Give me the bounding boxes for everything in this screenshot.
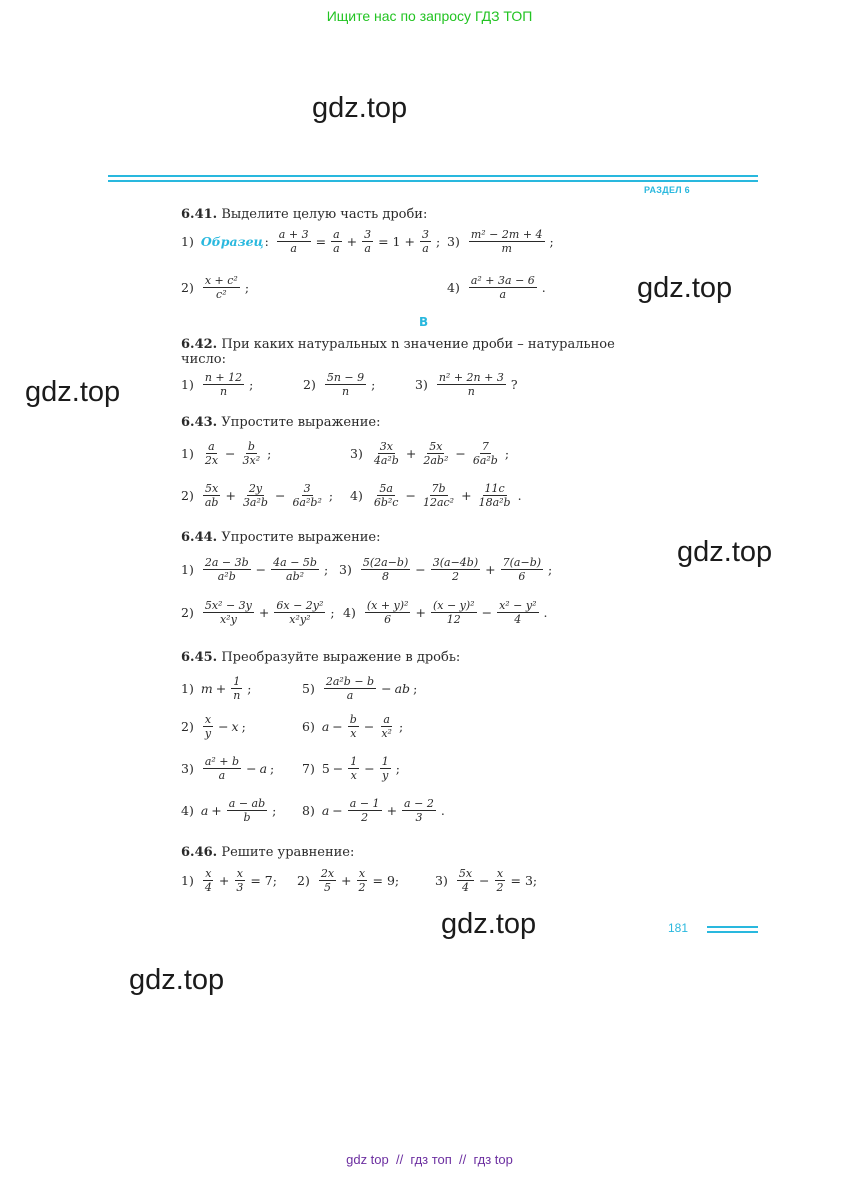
problem-6-45-item-1: 1) m + $\frac{1}{n}$ ;: [181, 675, 252, 702]
problem-6-46-item-1: 1) $\frac{x}{4}$ + $\frac{x}{3}$ = 7;: [181, 867, 277, 894]
problem-6-44-item-2: 2) $\frac{\text{5x² − 3y}}{\text{x²y}}$ + $\frac{\text{6x − 2y²}}{\text{x²y²}}$ ;: [181, 599, 335, 626]
problem-6-43-title: [181, 415, 381, 430]
watermark: gdz.top: [129, 964, 225, 996]
header-rule: [108, 175, 758, 177]
problem-6-41-item-2: 2) $\frac{\text{x + c²}}{\text{c²}}$ ;: [181, 274, 250, 301]
problem-6-42-item-2: 2) $\frac{5n - 9}{n}$ ;: [303, 371, 376, 398]
header-rule: [108, 180, 758, 182]
footer-rule: [707, 931, 758, 933]
footer-rule: [707, 926, 758, 928]
problem-6-41-title: [181, 207, 427, 222]
watermark: gdz.top: [677, 536, 773, 568]
problem-6-41-item-3: 3) $\frac{\text{m² − 2m + 4}}{m}$ ;: [447, 228, 554, 255]
problem-6-44-item-1: 1) $\frac{2a - 3b}{\text{a²b}}$ − $\frac{4a - 5b}{\text{ab²}}$ ;: [181, 556, 329, 583]
footer-links[interactable]: gdz top // гдз топ // гдз top: [346, 1152, 513, 1167]
problem-number: 6.46.: [181, 845, 218, 860]
problem-6-44-item-3: 3) $\frac{5(2a-b)}{8}$ − $\frac{3(a-4b)}{2}$ + $\frac{7(a-b)}{6}$ ;: [339, 556, 553, 583]
problem-6-45-item-3: 3) $\frac{\text{a² + b}}{a}$ − a ;: [181, 755, 275, 782]
problem-text: Выделите целую часть дроби:: [221, 207, 428, 222]
problem-6-45-item-8: 8) a − $\frac{a - 1}{2}$ + $\frac{a - 2}{3}$ .: [302, 797, 445, 824]
problem-6-42-title: [181, 336, 691, 353]
problem-6-45-item-7: 7) 5 − $\frac{1}{x}$ − $\frac{1}{y}$ ;: [302, 755, 400, 782]
problem-6-45-item-5: 5) $\frac{\text{2a²b − b}}{a}$ − ab ;: [302, 675, 418, 702]
problem-6-46-item-3: 3) $\frac{5x}{4}$ − $\frac{x}{2}$ = 3;: [435, 867, 538, 894]
watermark: gdz.top: [441, 908, 537, 940]
problem-number: 6.42.: [181, 337, 218, 352]
level-label: B: [419, 315, 429, 329]
problem-text: Преобразуйте выражение в дробь:: [221, 650, 461, 665]
problem-text: Упростите выражение:: [221, 530, 381, 545]
problem-6-43-item-2: 2) $\frac{5x}{ab}$ + $\frac{2y}{\text{3a²b}}$ − $\frac{3}{\text{6a²b²}}$ ;: [181, 482, 334, 509]
problem-6-44-title: [181, 530, 381, 545]
problem-text: Упростите выражение:: [221, 415, 381, 430]
sample-label: Образец: [200, 234, 264, 249]
problem-number: 6.43.: [181, 415, 218, 430]
problem-6-45-title: [181, 650, 460, 665]
problem-6-45-item-2: 2) $\frac{x}{y}$ − x ;: [181, 713, 246, 740]
promo-banner[interactable]: Ищите нас по запросу ГДЗ ТОП: [326, 8, 533, 24]
problem-6-46-item-2: 2) $\frac{2x}{5}$ + $\frac{x}{2}$ = 9;: [297, 867, 400, 894]
problem-number: 6.45.: [181, 650, 218, 665]
problem-6-46-title: [181, 845, 354, 860]
problem-6-41-item-4: 4) $\frac{\text{a² + 3a − 6}}{a}$ .: [447, 274, 546, 301]
problem-text: Решите уравнение:: [221, 845, 355, 860]
problem-6-45-item-6: 6) a − $\frac{b}{x}$ − $\frac{a}{\text{x²}}$ ;: [302, 713, 404, 740]
problem-6-42-title-cont: число:: [181, 352, 227, 367]
watermark: gdz.top: [312, 92, 408, 124]
watermark: gdz.top: [25, 376, 121, 408]
problem-6-41-item-1: 1) Образец : $\frac{a + 3}{a}$ = $\frac{a}{a}$ + $\frac{3}{a}$ = 1 + $\frac{3}{a}$ ;: [181, 228, 441, 255]
problem-6-44-item-4: 4) $\frac{\text{(x + y)²}}{6}$ + $\frac{\text{(x − y)²}}{12}$ − $\frac{\text{x² − y²}}{4}$ .: [343, 599, 548, 626]
watermark: gdz.top: [637, 272, 733, 304]
section-label: РАЗДЕЛ 6: [644, 185, 690, 195]
problem-6-43-item-3: 3) $\frac{3x}{\text{4a²b}}$ + $\frac{5x}{\text{2ab²}}$ − $\frac{7}{\text{6a²b}}$ ;: [350, 440, 510, 467]
problem-text: При каких натуральных n значение дроби – натуральное: [221, 337, 615, 352]
page-number: 181: [668, 921, 689, 935]
problem-6-42-item-3: 3) $\frac{\text{n² + 2n + 3}}{n}$ ?: [415, 371, 518, 398]
problem-6-42-item-1: 1) $\frac{n + 12}{n}$ ;: [181, 371, 254, 398]
problem-number: 6.41.: [181, 207, 218, 222]
problem-6-43-item-4: 4) $\frac{5a}{\text{6b²c}}$ − $\frac{7b}{\text{12ac²}}$ + $\frac{11c}{\text{18a²b}}$ .: [350, 482, 522, 509]
problem-6-43-item-1: 1) $\frac{a}{2x}$ − $\frac{b}{\text{3x²}}$ ;: [181, 440, 272, 467]
problem-number: 6.44.: [181, 530, 218, 545]
problem-6-45-item-4: 4) a + $\frac{a - ab}{b}$ ;: [181, 797, 277, 824]
